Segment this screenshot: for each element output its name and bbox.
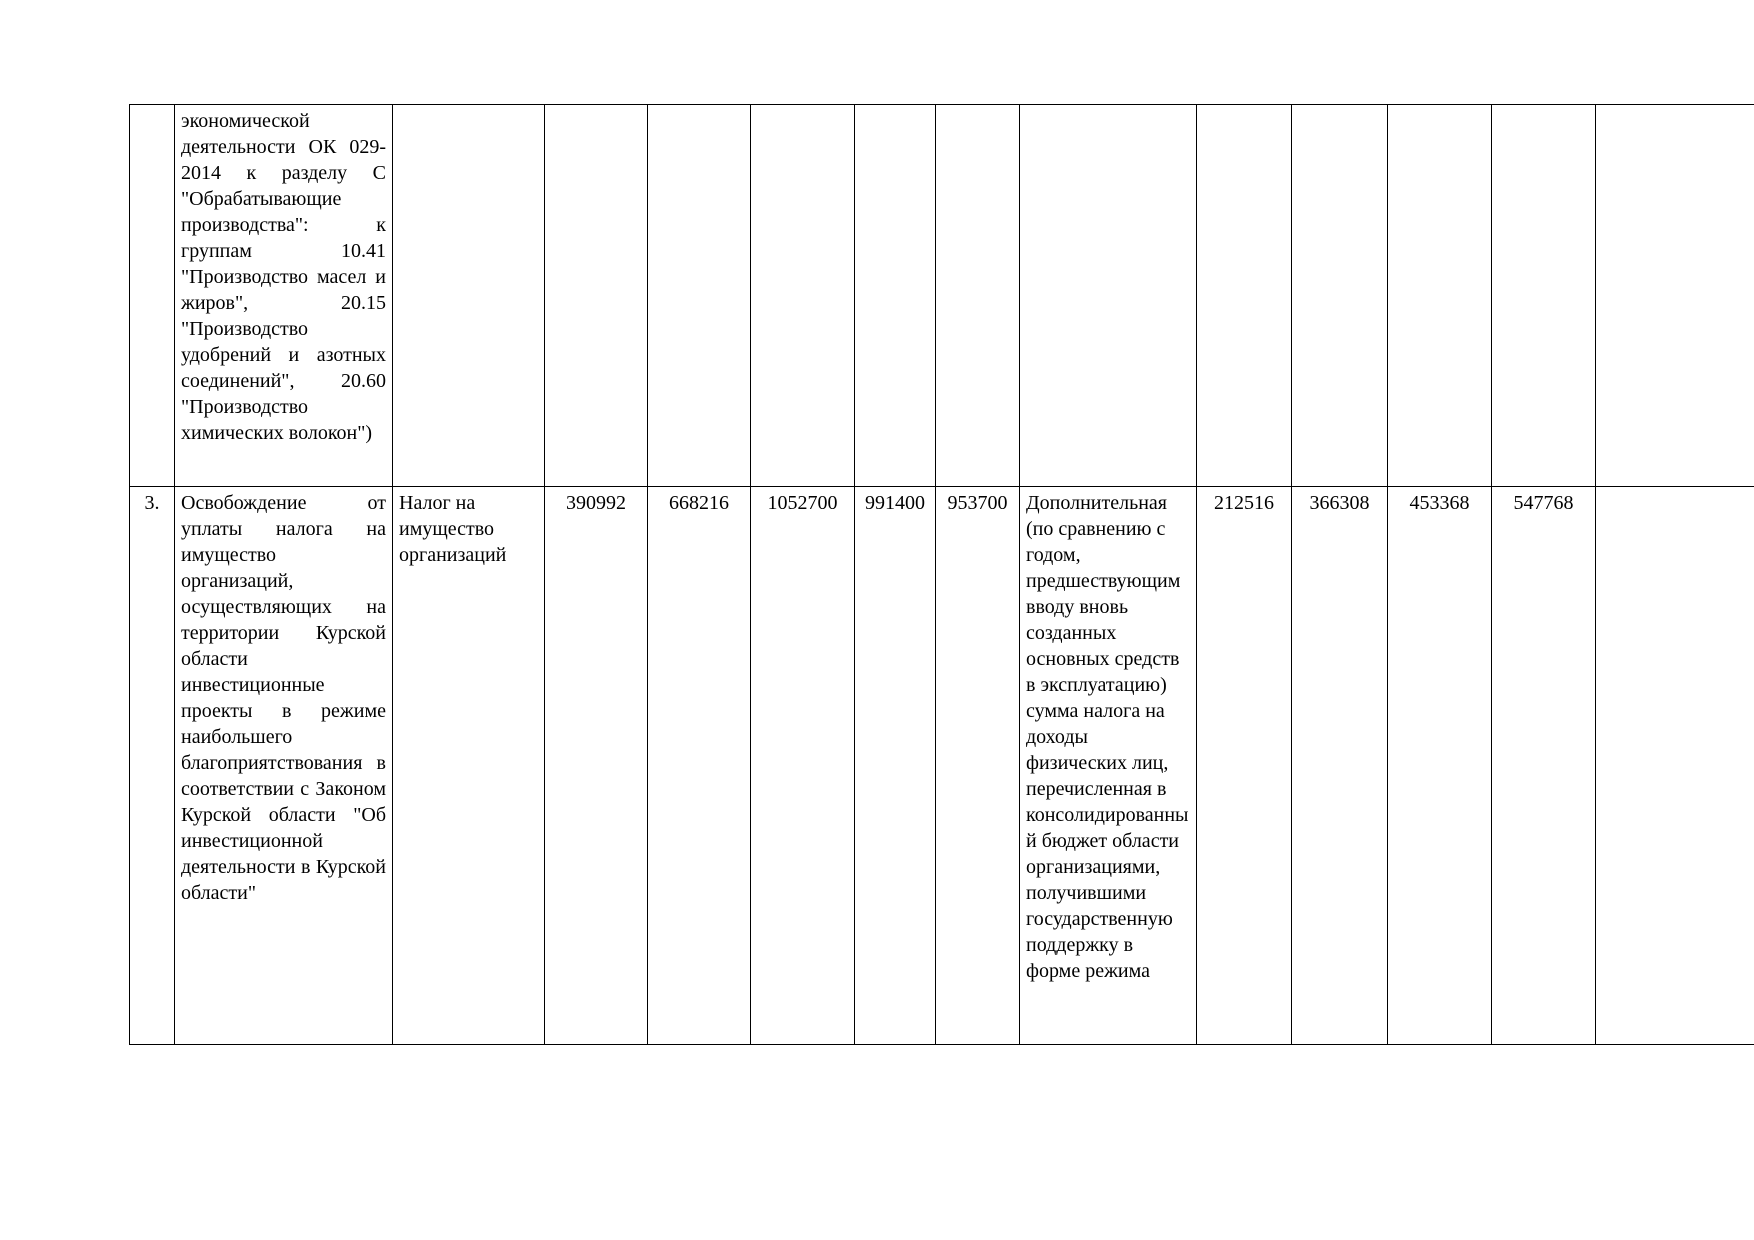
effect-value-cell: 212516 bbox=[1197, 487, 1292, 1045]
effect-description-cell: Дополнительная (по сравнению с годом, предшествующим вводу вновь созданных основных средств в эксплуатацию) сумма налога на доходы физических лиц, перечисленная в консолидированный бюджет области организациями, получившими государственную поддержку в форме режима bbox=[1020, 487, 1197, 1045]
value-cell bbox=[545, 105, 648, 487]
value-cell bbox=[855, 105, 936, 487]
row-number-cell: 3. bbox=[130, 487, 175, 1045]
effect-value-cell: 366308 bbox=[1292, 487, 1388, 1045]
value-cell: 953700 bbox=[936, 487, 1020, 1045]
effect-value-cell bbox=[1388, 105, 1492, 487]
value-cell: 1052700 bbox=[751, 487, 855, 1045]
value-cell bbox=[751, 105, 855, 487]
effect-value-cell bbox=[1492, 105, 1596, 487]
table-row-3 bbox=[130, 487, 1754, 1045]
effect-description-cell bbox=[1020, 105, 1197, 487]
table-row-continuation bbox=[130, 105, 1754, 487]
effect-value-cell: 453368 bbox=[1388, 487, 1492, 1045]
effect-value-cell bbox=[1292, 105, 1388, 487]
value-cell: 390992 bbox=[545, 487, 648, 1045]
trailing-cell bbox=[1596, 487, 1754, 1045]
row-number-cell bbox=[130, 105, 175, 487]
value-cell bbox=[648, 105, 751, 487]
effect-value-cell bbox=[1197, 105, 1292, 487]
trailing-cell bbox=[1596, 105, 1754, 487]
value-cell: 991400 bbox=[855, 487, 936, 1045]
benefits-table bbox=[129, 104, 1754, 1045]
measure-description-cell: экономической деятельности ОК 029-2014 к разделу С "Обрабатывающие производства": к группам 10.41 "Производство масел и жиров", 20.15 "Производство удобрений и азотных соединений", 20.60 "Производство химических волокон") bbox=[175, 105, 393, 487]
tax-type-cell: Налог на имущество организаций bbox=[393, 487, 545, 1045]
tax-type-cell bbox=[393, 105, 545, 487]
effect-value-cell: 547768 bbox=[1492, 487, 1596, 1045]
value-cell: 668216 bbox=[648, 487, 751, 1045]
value-cell bbox=[936, 105, 1020, 487]
measure-description-cell: Освобождение от уплаты налога на имущество организаций, осуществляющих на территории Курской области инвестиционные проекты в режиме наибольшего благоприятствования в соответствии с Законом Курской области "Об инвестиционной деятельности в Курской области" bbox=[175, 487, 393, 1045]
